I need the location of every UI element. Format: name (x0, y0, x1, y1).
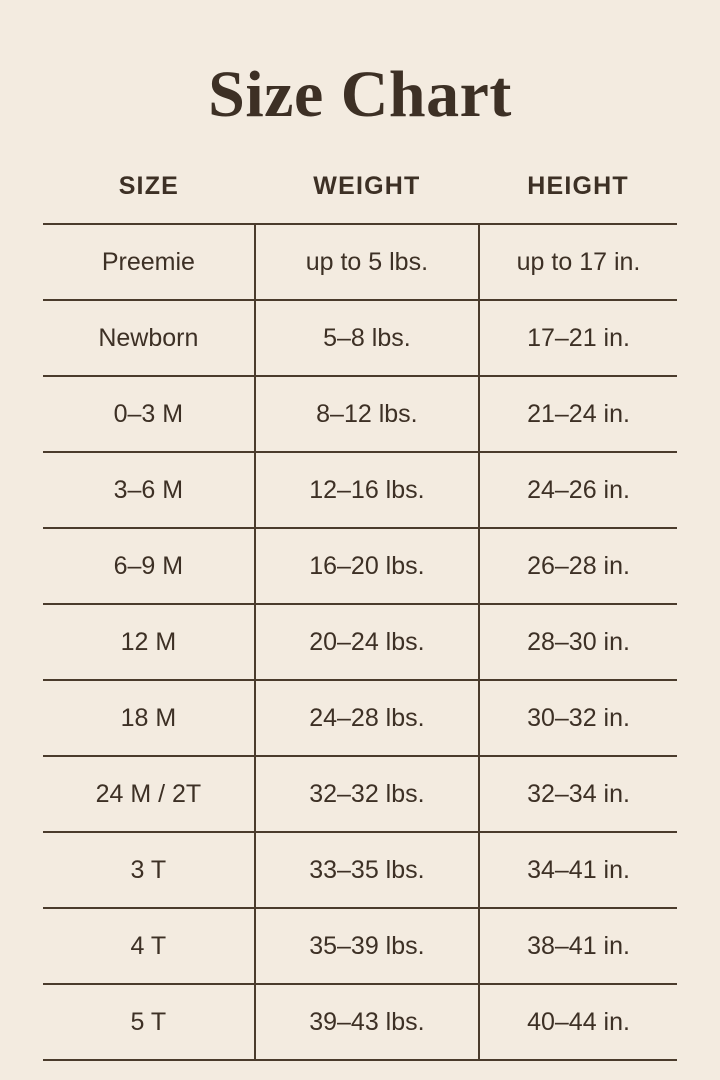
table-row (43, 224, 677, 300)
cell-size: 24 M / 2T (43, 756, 255, 832)
cell-size: 3 T (43, 832, 255, 908)
table-row (43, 528, 677, 604)
table-row (43, 756, 677, 832)
cell-size: Preemie (43, 224, 255, 300)
cell-size: 4 T (43, 908, 255, 984)
cell-size: 6–9 M (43, 528, 255, 604)
cell-height: 26–28 in. (527, 551, 630, 580)
table-row (43, 908, 677, 984)
cell-weight: 24–28 lbs. (255, 680, 479, 756)
cell-weight: 16–20 lbs. (255, 528, 479, 604)
cell-weight: 20–24 lbs. (255, 604, 479, 680)
cell-height: 17–21 in. (527, 323, 630, 352)
cell-weight: 8–12 lbs. (255, 376, 479, 452)
cell-size: 3–6 M (43, 452, 255, 528)
cell-height: 28–30 in. (527, 627, 630, 656)
cell-weight: 39–43 lbs. (255, 984, 479, 1060)
table-body (43, 224, 677, 1060)
cell-weight: 33–35 lbs. (255, 832, 479, 908)
cell-height: 21–24 in. (527, 399, 630, 428)
page-title: Size Chart (208, 58, 512, 131)
cell-size: 12 M (43, 604, 255, 680)
cell-height: 40–44 in. (527, 1007, 630, 1036)
column-header-weight: WEIGHT (313, 172, 421, 201)
cell-size: Newborn (43, 300, 255, 376)
cell-size: 18 M (43, 680, 255, 756)
table-row (43, 300, 677, 376)
cell-weight: 35–39 lbs. (255, 908, 479, 984)
table-row (43, 680, 677, 756)
cell-weight: 12–16 lbs. (255, 452, 479, 528)
cell-weight: up to 5 lbs. (255, 224, 479, 300)
cell-height: 38–41 in. (527, 931, 630, 960)
cell-height: 32–34 in. (527, 779, 630, 808)
cell-height: up to 17 in. (516, 247, 641, 276)
cell-weight: 32–32 lbs. (255, 756, 479, 832)
cell-height: 24–26 in. (527, 475, 630, 504)
column-header-size: SIZE (118, 172, 180, 201)
cell-size: 0–3 M (43, 376, 255, 452)
table-row (43, 376, 677, 452)
size-chart-table (43, 171, 677, 1061)
cell-weight: 5–8 lbs. (255, 300, 479, 376)
cell-height: 34–41 in. (527, 855, 630, 884)
table-header (43, 171, 677, 224)
table-row (43, 604, 677, 680)
column-header-height: HEIGHT (527, 172, 629, 201)
table-row (43, 984, 677, 1060)
table-row (43, 832, 677, 908)
table-header-row (43, 171, 677, 224)
table-row (43, 452, 677, 528)
cell-size: 5 T (43, 984, 255, 1060)
cell-height: 30–32 in. (527, 703, 630, 732)
